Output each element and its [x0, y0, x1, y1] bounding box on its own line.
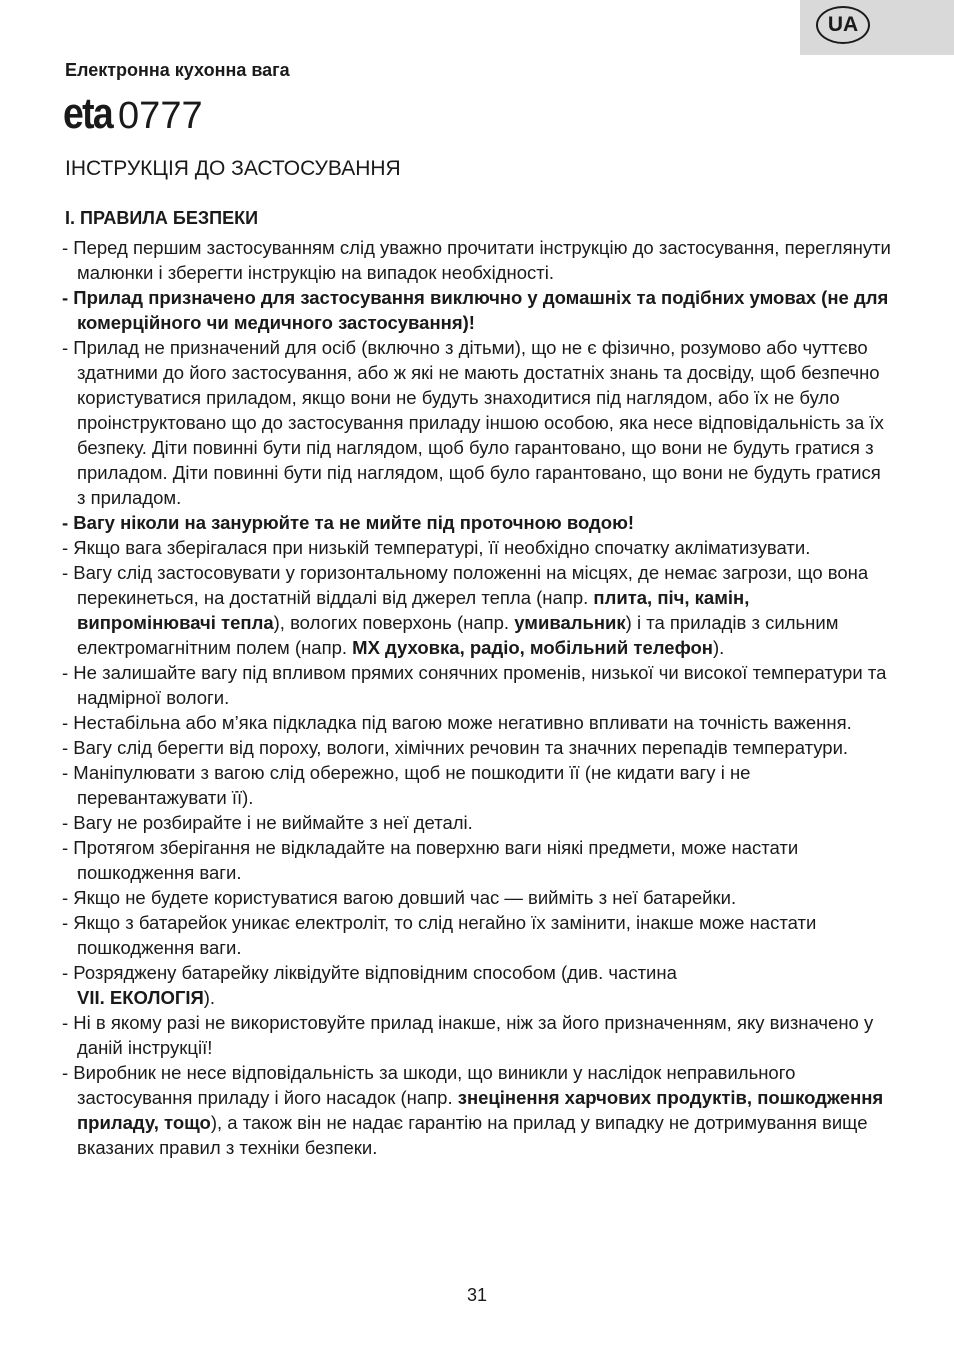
text-segment: ). — [713, 637, 725, 658]
page-number: 31 — [466, 1285, 488, 1305]
list-item: - Якщо з батарейок уникає електроліт, то слід негайно їх замінити, інакше може настати пошкодження ваги. — [62, 912, 817, 958]
text-segment: - Виробник не несе відповідальність за шкоди, що виникли у наслідок неправильного застосування приладу і його насадок (напр. — [62, 1062, 796, 1108]
list-item: - Прилад не призначений для осіб (включно з дітьми), що не є фізично, розумово або чуттєво здатними до його застосування, або ж які не мають достатніх знань та досвіду, щоб безпечно користуватися приладом, якщо вони не будуть знаходитися під наглядом, або їх не було проінструктовано що до застосування приладу іншою особою, яка несе відповідальність за їх безпеку. Діти повинні бути під наглядом, щоб було гарантовано, що вони не будуть гратися з приладом. Діти повинні бути під наглядом, щоб було гарантовано, що вони не будуть гратися з приладом. — [62, 337, 884, 508]
list-item: - Маніпулювати з вагою слід обережно, щоб не пошкодити її (не кидати вагу і не перевантажувати її). — [62, 762, 751, 808]
list-item — [62, 960, 892, 1010]
emphasis-text: знецінення харчових продуктів, пошкодження приладу, тощо — [77, 1087, 884, 1133]
list-item: - Перед першим застосуванням слід уважно прочитати інструкцію до застосування, переглянути малюнки і зберегти інструкцію на випадок необхідності. — [62, 237, 891, 283]
emphasis-text: плита, піч, камін, випромінювачі тепла — [77, 587, 750, 633]
text-segment: - Вагу слід застосовувати у горизонтальному положенні на місцях, де немає загрози, що вона перекинеться, на достатній віддалі від джерел тепла (напр. — [62, 562, 869, 608]
text-segment: ), а також він не надає гарантію на прилад у випадку не дотримування вище вказаних правил з техніки безпеки. — [77, 1112, 868, 1158]
list-item: - Нестабільна або м’яка підкладка під вагою може негативно впливати на точність важення. — [62, 712, 852, 733]
language-badge: UA — [816, 6, 870, 44]
list-item: - Ні в якому разі не використовуйте прилад інакше, ніж за його призначенням, яку визначено у даній інструкції! — [62, 1012, 874, 1058]
list-item: - Якщо не будете користуватися вагою довший час — вийміть з неї батарейки. — [62, 887, 737, 908]
list-item: - Вагу слід берегти від пороху, вологи, хімічних речовин та значних перепадів температури. — [62, 737, 849, 758]
text-segment: ), вологих поверхонь (напр. — [273, 612, 515, 633]
list-item — [62, 1060, 892, 1160]
list-item: - Вагу ніколи на занурюйте та не мийте під проточною водою! — [62, 512, 635, 533]
section-heading: І. ПРАВИЛА БЕЗПЕКИ — [65, 208, 259, 228]
emphasis-text: VII. ЕКОЛОГІЯ — [77, 987, 204, 1008]
list-item: - Вагу не розбирайте і не виймайте з неї деталі. — [62, 812, 473, 833]
emphasis-text: МХ духовка, радіо, мобільний телефон — [352, 637, 713, 658]
text-segment: - Розряджену батарейку ліквідуйте відповідним способом (див. частина — [62, 962, 677, 983]
product-subtitle: Електронна кухонна вага — [65, 60, 290, 80]
list-item — [62, 560, 892, 660]
brand-logo: eta — [63, 89, 112, 138]
list-item: - Прилад призначено для застосування виключно у домашніх та подібних умовах (не для комерційного чи медичного застосування)! — [62, 287, 889, 333]
list-item: - Не залишайте вагу під впливом прямих сонячних променів, низької чи високої температури та надмірної вологи. — [62, 662, 887, 708]
list-item: - Протягом зберігання не відкладайте на поверхню ваги ніякі предмети, може настати пошкодження ваги. — [62, 837, 799, 883]
list-item: - Якщо вага зберігалася при низькій температурі, її необхідно спочатку акліматизувати. — [62, 537, 811, 558]
text-segment: ). — [203, 987, 216, 1008]
document-title: ІНСТРУКЦІЯ ДО ЗАСТОСУВАННЯ — [65, 157, 401, 180]
model-number: 0777 — [118, 95, 203, 137]
safety-rules-list — [62, 235, 892, 1160]
text-segment: ) і та приладів з сильним електромагнітним полем (напр. — [77, 612, 839, 658]
model-line — [63, 86, 203, 152]
emphasis-text: умивальник — [514, 612, 626, 633]
